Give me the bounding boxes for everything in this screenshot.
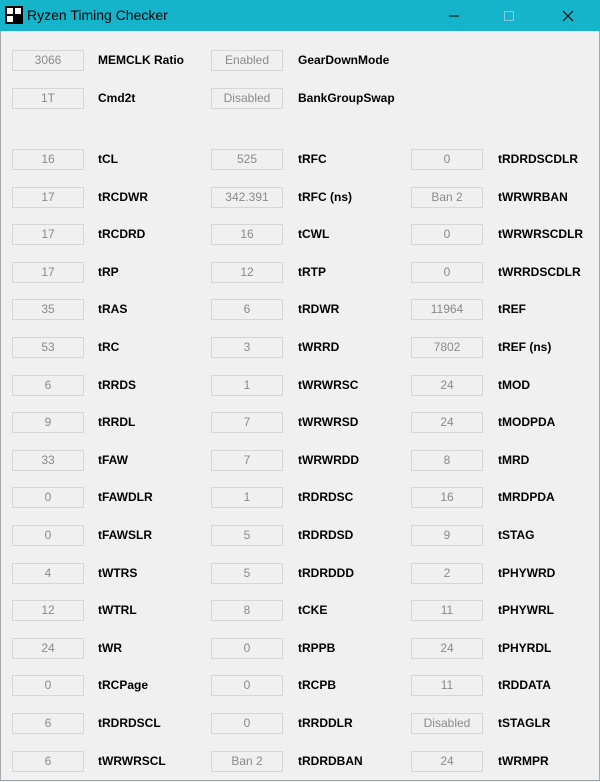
label-twrwrsd: tWRWRSD [298,415,359,430]
label-tphywrd: tPHYWRD [498,565,556,580]
value-field-twrrdscdlr[interactable]: 0 [411,262,483,283]
value-field-trrddlr[interactable]: 0 [211,713,283,734]
label-tmod: tMOD [498,377,530,392]
label-trcpb: tRCPB [298,678,336,693]
value-field-tcwl[interactable]: 16 [211,224,283,245]
label-twrrd: tWRRD [298,340,340,354]
maximize-button[interactable] [486,0,532,31]
value-field-twrwrsc[interactable]: 1 [211,375,283,396]
label-tstaglr: tSTAGLR [498,716,551,730]
label-tcke: tCKE [298,603,328,618]
label-tfawdlr: tFAWDLR [98,490,153,505]
value-field-trdrdsc[interactable]: 1 [211,487,283,508]
label-trppb: tRPPB [298,640,336,655]
label-tcl: tCL [98,152,118,166]
label-trrds: tRRDS [98,377,136,392]
value-field-memclk-ratio[interactable]: 3066 [12,50,84,71]
label-memclk-ratio: MEMCLK Ratio [98,53,184,67]
label-trddata: tRDDATA [498,678,551,693]
value-field-tstaglr[interactable]: Disabled [411,713,483,734]
value-field-trfc[interactable]: 525 [211,149,283,170]
label-tref: tREF [498,302,526,317]
value-field-twtrs[interactable]: 4 [12,563,84,584]
value-field-tphyrdl[interactable]: 24 [411,638,483,659]
label-trfc: tRFC [298,152,327,166]
label-twrwrdd: tWRWRDD [298,452,360,467]
label-twrwrsc: tWRWRSC [298,377,359,392]
value-field-trtp[interactable]: 12 [211,262,283,283]
value-field-trdrdsd[interactable]: 5 [211,525,283,546]
close-icon [562,10,574,22]
value-field-trfc-ns[interactable]: 342.391 [211,187,283,208]
app-icon [5,6,23,24]
value-field-trrdl[interactable]: 9 [12,412,84,433]
value-field-trrds[interactable]: 6 [12,375,84,396]
value-field-twr[interactable]: 24 [12,638,84,659]
label-trdrdscdlr: tRDRDSCDLR [498,152,578,166]
value-field-twrwrsd[interactable]: 7 [211,412,283,433]
label-tstag: tSTAG [498,528,535,542]
title-bar [0,0,600,31]
label-tcwl: tCWL [298,227,330,242]
value-field-twrwrban[interactable]: Ban 2 [411,187,483,208]
label-trdrdsd: tRDRDSD [298,528,354,542]
label-trtp: tRTP [298,264,326,279]
label-trcdrd: tRCDRD [98,227,146,242]
label-tras: tRAS [98,302,128,317]
value-field-tmodpda[interactable]: 24 [411,412,483,433]
value-field-trc[interactable]: 53 [12,337,84,358]
value-field-trdrdban[interactable]: Ban 2 [211,751,283,772]
label-tfaw: tFAW [98,452,128,467]
value-field-trdrdscl[interactable]: 6 [12,713,84,734]
label-trp: tRP [98,264,119,279]
minimize-button[interactable] [431,0,477,31]
value-field-tfawslr[interactable]: 0 [12,525,84,546]
label-twrwrscdlr: tWRWRSCDLR [498,227,584,242]
value-field-twtrl[interactable]: 12 [12,600,84,621]
value-field-tref-ns[interactable]: 7802 [411,337,483,358]
label-trcpage: tRCPage [98,678,149,693]
label-trdrdscl: tRDRDSCL [98,716,161,730]
label-twr: tWR [98,640,122,655]
value-field-tcke[interactable]: 8 [211,600,283,621]
value-field-tcl[interactable]: 16 [12,149,84,170]
value-field-bankgroupswap[interactable]: Disabled [211,88,283,109]
value-field-tfawdlr[interactable]: 0 [12,487,84,508]
value-field-tphywrd[interactable]: 2 [411,563,483,584]
label-trdrddd: tRDRDDD [298,565,354,580]
label-trdrdsc: tRDRDSC [298,490,354,505]
close-button[interactable] [545,0,591,31]
label-twrwrscl: tWRWRSCL [98,753,166,768]
value-field-trcdwr[interactable]: 17 [12,187,84,208]
label-twrrdscdlr: tWRRDSCDLR [498,264,581,279]
label-cmd2t: Cmd2t [98,91,136,105]
value-field-tref[interactable]: 11964 [411,299,483,320]
label-tmrdpda: tMRDPDA [498,490,555,505]
value-field-tmod[interactable]: 24 [411,375,483,396]
value-field-trdrdscdlr[interactable]: 0 [411,149,483,170]
label-geardownmode: GearDownMode [298,53,390,67]
value-field-tmrdpda[interactable]: 16 [411,487,483,508]
label-tmrd: tMRD [498,452,530,467]
window-frame [0,31,600,781]
label-tphyrdl: tPHYRDL [498,640,552,655]
value-field-twrwrdd[interactable]: 7 [211,450,283,471]
label-tmodpda: tMODPDA [498,415,556,430]
label-twtrl: tWTRL [98,603,137,618]
label-tphywrl: tPHYWRL [498,603,554,618]
label-trdrdban: tRDRDBAN [298,753,363,768]
value-field-trcpage[interactable]: 0 [12,675,84,696]
label-trrddlr: tRRDDLR [298,716,353,730]
label-tfawslr: tFAWSLR [98,528,152,542]
label-bankgroupswap: BankGroupSwap [298,91,395,105]
window-title: Ryzen Timing Checker [27,7,168,23]
value-field-twrwrscl[interactable]: 6 [12,751,84,772]
label-trrdl: tRRDL [98,415,136,430]
label-trcdwr: tRCDWR [98,189,148,204]
label-twrwrban: tWRWRBAN [498,189,568,204]
value-field-tstag[interactable]: 9 [411,525,483,546]
label-twtrs: tWTRS [98,565,138,580]
label-trfc-ns: tRFC (ns) [298,189,352,204]
value-field-tmrd[interactable]: 8 [411,450,483,471]
value-field-tfaw[interactable]: 33 [12,450,84,471]
value-field-twrrd[interactable]: 3 [211,337,283,358]
label-tref-ns: tREF (ns) [498,340,552,354]
value-field-trdrddd[interactable]: 5 [211,563,283,584]
maximize-icon [503,10,515,22]
value-field-twrmpr[interactable]: 24 [411,751,483,772]
value-field-geardownmode[interactable]: Enabled [211,50,283,71]
label-trc: tRC [98,340,120,354]
value-field-tras[interactable]: 35 [12,299,84,320]
value-field-trdwr[interactable]: 6 [211,299,283,320]
label-twrmpr: tWRMPR [498,753,549,768]
value-field-trcpb[interactable]: 0 [211,675,283,696]
value-field-trp[interactable]: 17 [12,262,84,283]
value-field-trppb[interactable]: 0 [211,638,283,659]
label-trdwr: tRDWR [298,302,340,317]
value-field-tphywrl[interactable]: 11 [411,600,483,621]
value-field-cmd2t[interactable]: 1T [12,88,84,109]
value-field-twrwrscdlr[interactable]: 0 [411,224,483,245]
value-field-trddata[interactable]: 11 [411,675,483,696]
minimize-icon [448,10,460,22]
value-field-trcdrd[interactable]: 17 [12,224,84,245]
